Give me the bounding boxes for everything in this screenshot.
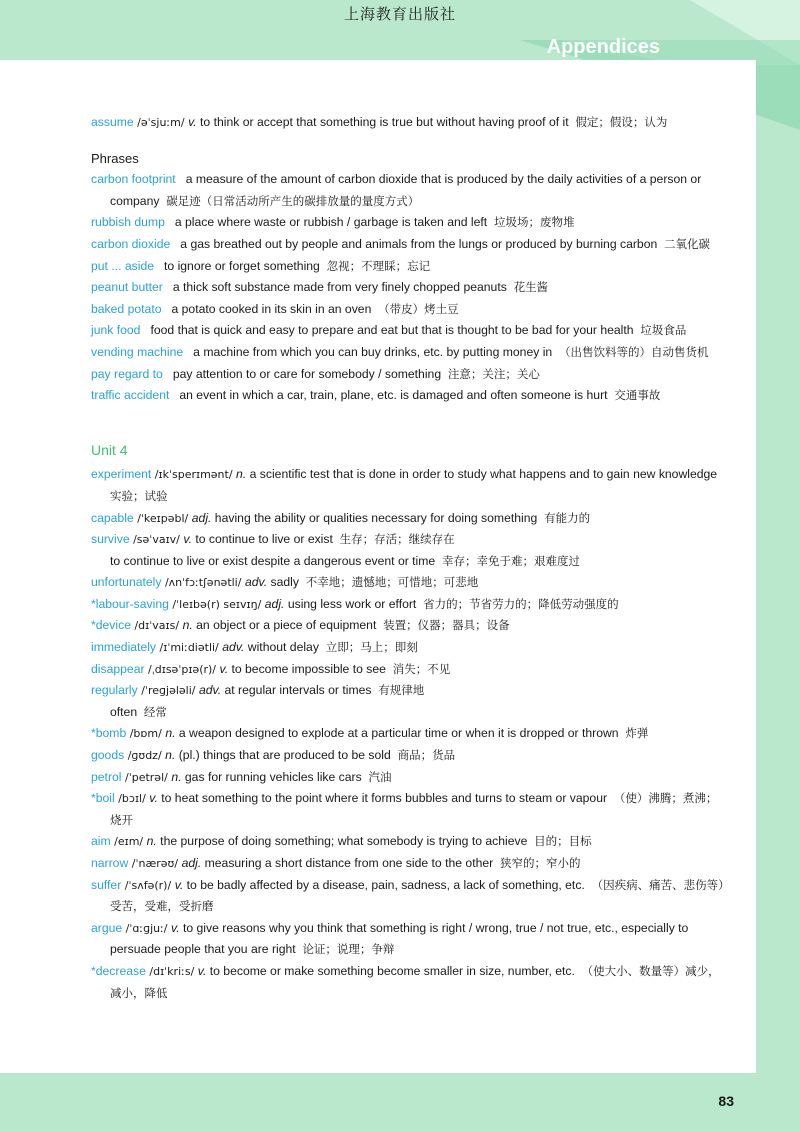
section-title: Appendices [546,36,660,58]
part-of-speech: n. [165,726,176,741]
headword: *bomb [91,726,127,741]
phrase: peanut butter [91,280,163,295]
translation: 狭窄的；窄小的 [499,856,581,870]
translation: 幸存；幸免于难；艰难度过 [441,553,580,568]
translation: 炸弹 [625,726,649,741]
translation: 实验；试验 [110,488,168,503]
word-entry [91,767,727,789]
vocabulary-list [91,112,727,1004]
headword: *labour-saving [91,596,169,611]
headword: immediately [91,640,157,655]
part-of-speech: v. [174,877,184,892]
headword: survive [91,532,130,547]
translation: （使）沸腾；煮沸；烧开 [110,791,718,827]
definition: without delay [244,640,319,655]
part-of-speech: v. [171,920,180,935]
word-entry [91,572,727,594]
word-entry [91,831,727,853]
phonetic: /ɡʊdz/ [124,749,166,763]
phonetic: /əˈsjuːm/ [133,116,189,129]
part-of-speech: adv. [222,640,245,655]
phonetic: /ˈleɪbə(r) seɪvɪŋ/ [168,597,265,611]
phrase-entry [91,256,727,278]
definition: a potato cooked in its skin in an oven [171,301,372,316]
translation: 生存；存活；继续存在 [339,532,455,547]
word-entry [91,529,727,551]
word-entry [91,594,727,616]
definition: a machine from which you can buy drinks, etc. by putting money in [193,344,553,359]
phrase: pay regard to [91,366,163,381]
phrase-entry [91,277,727,299]
definition: (pl.) things that are produced to be sold [175,748,391,763]
translation: 碳足迹（日常活动所产生的碳排放量的量度方式） [166,193,420,208]
part-of-speech: v. [149,791,158,806]
definition: to ignore or forget something [164,258,320,273]
definition: having the ability or qualities necessary for doing something [211,510,538,525]
headword: *boil [91,791,115,806]
phrase-entry [91,299,727,321]
part-of-speech: v. [197,963,207,978]
translation: 装置；仪器；器具；设备 [383,618,510,633]
phrase: traffic accident [91,388,170,403]
definition: the purpose of doing something; what somebody is trying to achieve [156,834,528,849]
phrases-list [91,169,727,407]
translation: 经常 [143,704,167,719]
headword: unfortunately [91,575,162,590]
translation: 不幸地；遗憾地；可惜地；可悲地 [305,575,479,590]
definition: a thick soft substance made from very finely chopped peanuts [172,280,507,295]
word-entry [91,723,727,745]
translation: 假定；假设；认为 [575,115,668,129]
headword: experiment [91,467,152,482]
definition: to become or make something become smaller in size, number, etc. [206,963,575,978]
word-entry [91,464,727,507]
translation: 汽油 [368,769,392,784]
headword: goods [91,748,125,763]
phrase: vending machine [91,344,184,359]
headword: disappear [91,661,145,676]
definition: an object or a piece of equipment [192,618,377,633]
phrase-entry [91,385,727,407]
definition: gas for running vehicles like cars [181,769,362,784]
translation: （出售饮料等的）自动售货机 [558,344,709,359]
sense-entry [91,551,727,573]
phrase: carbon footprint [91,172,176,187]
translation: （带皮）烤土豆 [378,301,459,316]
definition: an event in which a car, train, plane, etc. is damaged and often someone is hurt [179,388,608,403]
word-entry [91,788,727,831]
phrase-entry [91,212,727,234]
word-entry [91,615,727,637]
definition: to continue to live or exist despite a dangerous event or time [110,553,436,568]
definition: to think or accept that something is true but without having proof of it [196,115,569,129]
phrase: junk food [91,323,141,338]
word-entry [91,745,727,767]
phonetic: /ˈkeɪpəbl/ [133,511,192,525]
phonetic: /ɪˈmiːdiətli/ [156,641,223,655]
phonetic: /dɪˈkriːs/ [145,964,198,978]
unit-word-list [91,464,727,1004]
phonetic: /ˈsʌfə(r)/ [121,878,175,892]
part-of-speech: v. [219,661,229,676]
definition: to heat something to the point where it forms bubbles and turns to steam or vapour [157,791,608,806]
translation: 二氧化碳 [664,236,711,251]
phonetic: /səˈvaɪv/ [129,533,184,547]
translation: 商品；货品 [397,748,456,763]
translation: 有能力的 [544,510,591,525]
word-entry [91,961,727,1004]
phrase-entry [91,364,727,386]
part-of-speech: adj. [181,856,202,870]
translation: 交通事故 [614,388,661,403]
headword: suffer [91,877,122,892]
part-of-speech: n. [236,467,247,482]
translation: 垃圾场；废物堆 [493,215,575,230]
publisher-name: 上海教育出版社 [343,5,456,23]
headword: petrol [91,769,122,784]
phonetic: /bɒm/ [126,727,166,741]
definition: a measure of the amount of carbon dioxide that is produced by the daily activities of a person or company [110,172,702,208]
translation: 省力的；节省劳力的；降低劳动强度的 [423,596,619,611]
definition: food that is quick and easy to prepare and eat but that is thought to be bad for your health [150,323,634,338]
word-entry [91,508,727,530]
word-entry [91,853,727,875]
phrase-entry [91,169,727,212]
word-entry [91,680,727,702]
definition: to become impossible to see [228,661,386,676]
translation: 消失；不见 [392,661,451,676]
part-of-speech: n. [165,748,176,763]
phonetic: /ˌdɪsəˈpɪə(r)/ [144,662,220,676]
phrase-entry [91,342,727,364]
phrase: baked potato [91,301,162,316]
phonetic: /ˈnærəʊ/ [128,857,182,870]
word-entry [91,875,727,918]
translation: 立即；马上；即刻 [325,640,418,655]
part-of-speech: n. [171,769,182,784]
word-entry [91,918,727,961]
definition: using less work or effort [284,596,417,611]
definition: measuring a short distance from one side to the other [201,856,494,870]
translation: （因疾病、痛苦、悲伤等）受苦，受难，受折磨 [110,877,724,914]
headword: *device [91,618,131,633]
headword: aim [91,834,111,849]
page-number: 83 [718,1093,734,1109]
part-of-speech: v. [183,532,192,547]
definition: to be badly affected by a disease, pain, sadness, a lack of something, etc. [183,877,585,892]
part-of-speech: v. [188,115,197,129]
part-of-speech: adv. [198,683,222,698]
phrase: rubbish dump [91,215,165,230]
unit-heading: Unit 4 [91,441,128,458]
sense-entry [91,702,727,724]
page [0,60,756,1073]
translation: 花生酱 [513,280,549,295]
translation: （使大小、数量等）减少，减小，降低 [110,963,720,1000]
definition: sadly [267,575,299,590]
definition: a place where waste or rubbish / garbage is taken and left [174,215,488,230]
translation: 论证；说理；争辩 [302,942,395,957]
headword: argue [91,920,123,935]
translation: 目的；目标 [534,834,592,849]
phonetic: /ˈɑːɡjuː/ [122,921,172,935]
phonetic: /dɪˈvaɪs/ [130,619,183,633]
phrase-entry [91,320,727,342]
entry-assume [91,112,727,134]
definition: at regular intervals or times [221,683,372,698]
part-of-speech: n. [182,618,193,633]
phrase: carbon dioxide [91,236,171,251]
headword: narrow [91,856,129,870]
headword: regularly [91,683,138,698]
headword: assume [91,115,134,129]
phrase-entry [91,234,727,256]
translation: 垃圾食品 [640,323,687,338]
definition: often [110,704,138,719]
phonetic: /eɪm/ [110,835,147,849]
definition: to give reasons why you think that something is right / wrong, true / not true, etc., especially to persuade people that you are right [110,920,689,957]
phonetic: /ɪkˈsperɪmənt/ [151,468,237,482]
phonetic: /ˈpetrəl/ [121,770,172,784]
definition: a gas breathed out by people and animals from the lungs or produced by burning carbon [180,236,658,251]
headword: *decrease [91,963,146,978]
part-of-speech: adv. [244,575,268,590]
translation: 忽视；不理睬；忘记 [326,258,431,273]
part-of-speech: adj. [191,510,212,525]
part-of-speech: n. [146,834,157,849]
translation: 有规律地 [378,683,425,698]
phonetic: /ˈreɡjələli/ [137,684,199,698]
headword: capable [91,510,134,525]
phonetic: /bɔɪl/ [114,792,150,806]
phonetic: /ʌnˈfɔːtʃənətli/ [161,576,245,590]
phrases-heading: Phrases [91,150,139,166]
definition: a weapon designed to explode at a particular time or when it is dropped or thrown [175,726,619,741]
translation: 注意；关注；关心 [447,366,540,381]
definition: a scientific test that is done in order to study what happens and to gain new knowledge [246,467,718,482]
word-entry [91,659,727,681]
part-of-speech: adj. [264,596,285,611]
phrase: put ... aside [91,258,155,273]
definition: to continue to live or exist [191,532,333,547]
definition: pay attention to or care for somebody / something [172,366,442,381]
word-entry [91,637,727,659]
